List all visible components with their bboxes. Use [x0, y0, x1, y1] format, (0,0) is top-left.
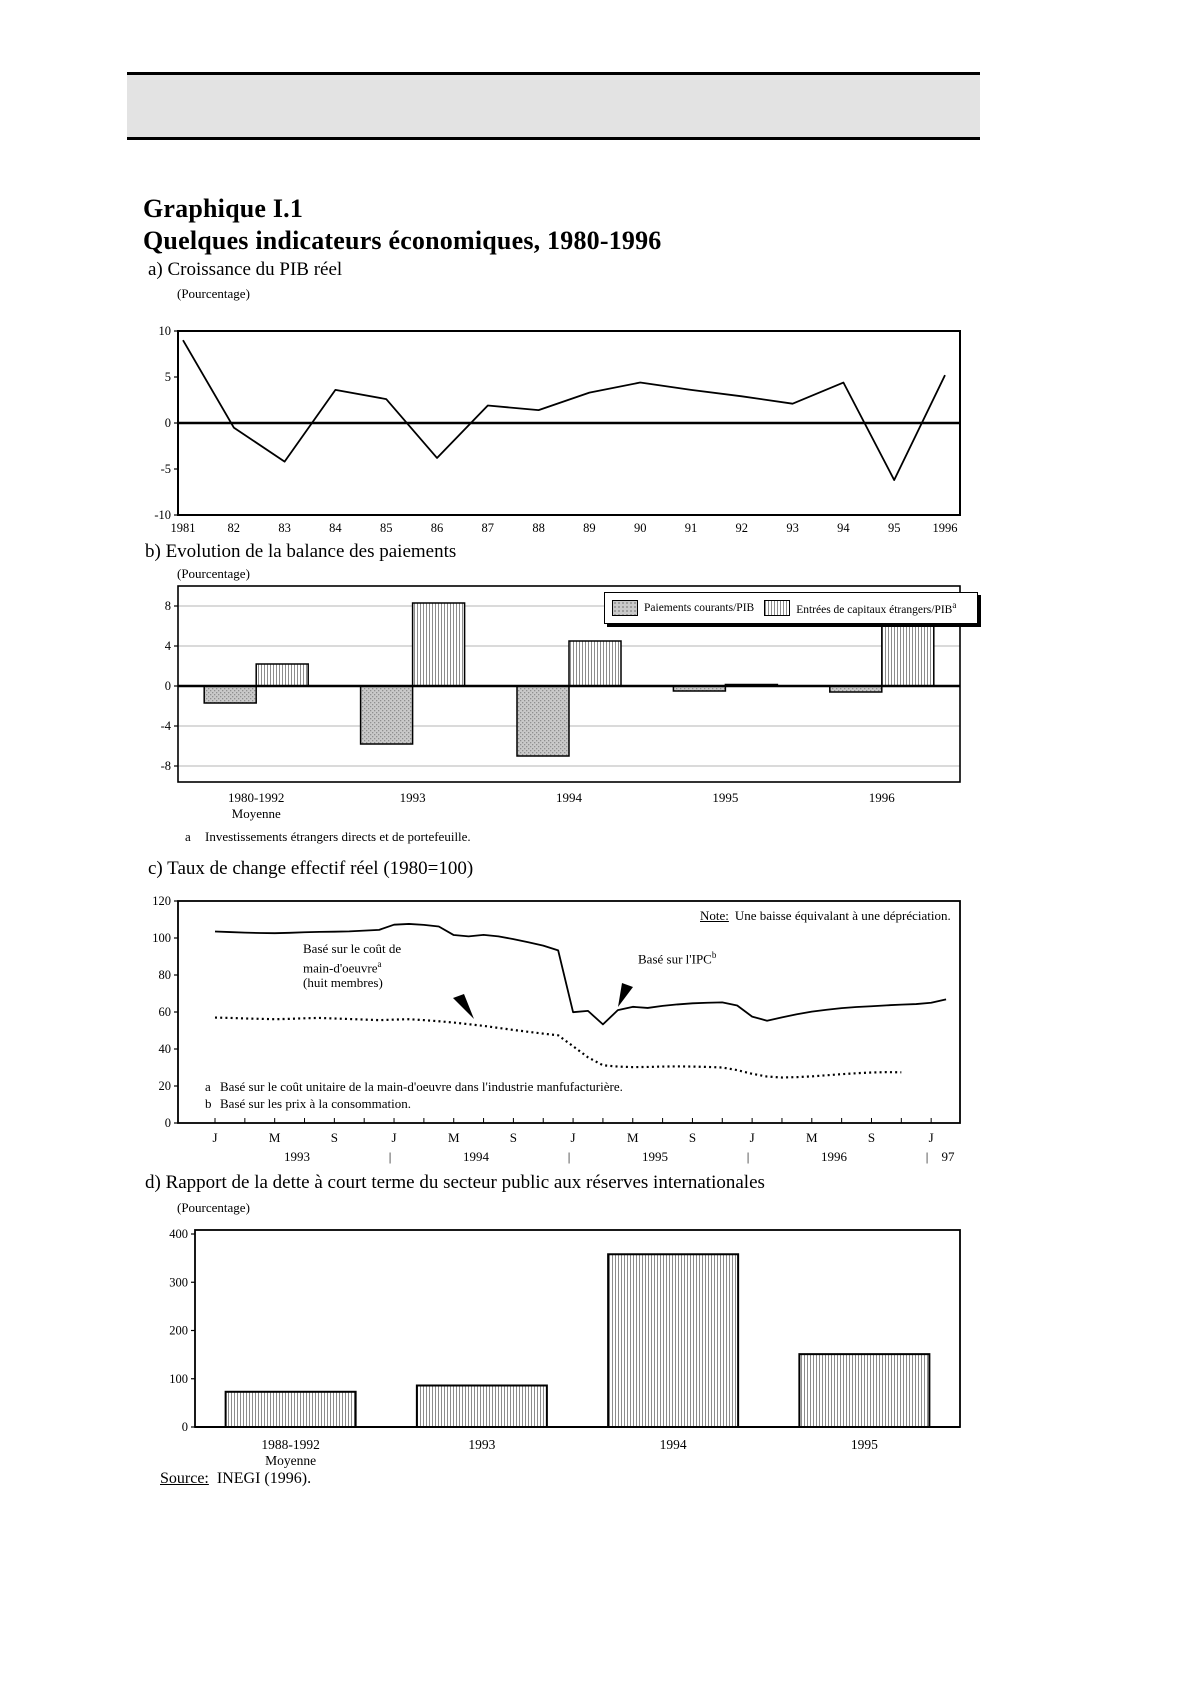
- y-tick-label: -10: [154, 508, 171, 522]
- x-tick-label: 89: [583, 521, 596, 535]
- month-label: J: [749, 1130, 755, 1145]
- x-tick-label: 90: [633, 521, 647, 535]
- y-tick-label: 120: [152, 894, 171, 908]
- footnote-marker: a: [205, 1079, 211, 1094]
- category-label: 1993: [468, 1437, 496, 1452]
- y-tick-label: 0: [164, 679, 171, 693]
- category-label: 1980-1992: [228, 790, 285, 805]
- labour-cost-annotation: [303, 941, 401, 991]
- bar-current-account: [361, 686, 413, 744]
- year-label: 1995: [642, 1149, 668, 1164]
- panel-b-footnote: [185, 829, 471, 845]
- month-label: S: [509, 1130, 518, 1145]
- month-label: J: [928, 1130, 934, 1145]
- panel-c-label: c) Taux de change effectif réel (1980=100): [148, 858, 474, 879]
- footnote-marker: a: [185, 829, 191, 844]
- panel-b-unit: (Pourcentage): [177, 566, 250, 581]
- legend-swatch-current-account: [612, 600, 638, 616]
- y-tick-label: 400: [169, 1227, 188, 1241]
- gdp-growth-chart: [150, 296, 980, 546]
- month-label: S: [688, 1130, 697, 1145]
- legend-label-capital-inflows: [796, 600, 956, 616]
- bar-debt-reserves: [799, 1354, 929, 1427]
- source-label: Source:: [160, 1470, 209, 1487]
- ipc-annotation: [638, 950, 716, 967]
- month-label: S: [330, 1130, 338, 1145]
- bar-capital-inflows: [882, 621, 934, 686]
- month-label: J: [391, 1130, 397, 1145]
- header-band: [127, 72, 980, 140]
- month-label: M: [447, 1130, 460, 1145]
- y-tick-label: 60: [158, 1005, 171, 1019]
- category-label: 1995: [850, 1437, 878, 1452]
- bar-capital-inflows: [569, 641, 621, 686]
- year-label: 1994: [463, 1149, 489, 1164]
- year-label: |: [925, 1149, 929, 1164]
- note-text: Une baisse équivalant à une dépréciation.: [734, 908, 951, 923]
- y-tick-label: -4: [160, 719, 171, 733]
- y-tick-label: 80: [158, 968, 171, 982]
- x-tick-label: 95: [887, 521, 901, 535]
- panel-b-label: b) Evolution de la balance des paiements: [145, 541, 457, 562]
- x-tick-label: 87: [481, 521, 495, 535]
- year-label: 97: [941, 1149, 955, 1164]
- y-tick-label: -5: [160, 462, 171, 476]
- y-tick-label: 100: [169, 1371, 188, 1386]
- x-tick-label: 93: [786, 521, 799, 535]
- footnote-text: Basé sur les prix à la consommation.: [220, 1096, 411, 1111]
- month-label: S: [867, 1130, 876, 1145]
- ipc-annotation-sup: b: [711, 950, 717, 960]
- labour-annotation-arrow: [453, 994, 474, 1019]
- gdp-growth-line: [183, 340, 945, 480]
- bar-current-account: [204, 686, 256, 703]
- footnote-text: Investissements étrangers directs et de portefeuille.: [205, 829, 471, 844]
- y-tick-label: -8: [160, 759, 171, 773]
- note-label: Note:: [700, 908, 729, 923]
- category-label: 1995: [712, 790, 739, 805]
- chart-c-note: [700, 908, 951, 924]
- panel-c-footnotes: [205, 1078, 623, 1112]
- x-tick-label: 82: [227, 521, 241, 535]
- y-tick-label: 0: [181, 1420, 188, 1434]
- month-label: M: [626, 1130, 639, 1145]
- legend-swatch-capital-inflows: [764, 600, 790, 616]
- footnote-a-row: [205, 1078, 623, 1095]
- bar-capital-inflows: [413, 603, 465, 686]
- labour-annotation-line3: (huit membres): [303, 975, 383, 991]
- y-tick-label: 100: [152, 931, 171, 945]
- category-label: Moyenne: [265, 1453, 317, 1468]
- ipc-annotation-text: Basé sur l'IPC: [638, 951, 712, 967]
- category-label: 1996: [868, 790, 895, 805]
- year-label: |: [746, 1149, 750, 1164]
- y-tick-label: 4: [164, 639, 171, 653]
- y-tick-label: 200: [169, 1323, 188, 1338]
- labour-cost-line: [215, 1018, 901, 1078]
- legend-footnote-marker: a: [952, 600, 957, 611]
- x-tick-label: 85: [379, 521, 393, 535]
- category-label: 1993: [399, 790, 426, 805]
- year-label: |: [388, 1149, 392, 1164]
- bar-current-account: [517, 686, 569, 756]
- x-tick-label: 94: [837, 521, 850, 535]
- x-tick-label: 84: [329, 521, 342, 535]
- month-label: M: [268, 1130, 281, 1145]
- y-tick-label: 40: [158, 1042, 171, 1056]
- panel-d-unit: (Pourcentage): [177, 1200, 250, 1215]
- x-tick-label: 1996: [932, 521, 958, 535]
- category-label: Moyenne: [231, 806, 281, 821]
- real-exchange-rate-chart: [150, 895, 980, 1185]
- panel-a-label: a) Croissance du PIB réel: [148, 259, 343, 280]
- labour-annotation-line2: main-d'oeuvre: [303, 959, 378, 975]
- year-label: |: [567, 1149, 571, 1164]
- footnote-b-row: [205, 1095, 623, 1112]
- figure-number: Graphique I.1: [143, 194, 304, 223]
- y-tick-label: 0: [164, 416, 171, 430]
- x-tick-label: 86: [430, 521, 444, 535]
- bar-capital-inflows: [256, 664, 308, 686]
- figure-title: Quelques indicateurs économiques, 1980-1996: [143, 226, 662, 255]
- source-text: INEGI (1996).: [216, 1470, 312, 1487]
- y-tick-label: 0: [164, 1116, 171, 1130]
- chart-b-legend: [604, 592, 978, 624]
- month-label: J: [212, 1130, 218, 1145]
- y-tick-label: 8: [164, 599, 171, 613]
- category-label: 1988-1992: [261, 1437, 320, 1452]
- month-label: M: [806, 1130, 818, 1145]
- legend-label-current-account: Paiements courants/PIB: [644, 602, 755, 614]
- x-tick-label: 83: [278, 521, 291, 535]
- bar-debt-reserves: [608, 1254, 738, 1427]
- x-tick-label: 1981: [170, 521, 196, 535]
- panel-a-unit: (Pourcentage): [177, 286, 250, 301]
- labour-annotation-line1: Basé sur le coût de: [303, 941, 402, 956]
- source-line: [160, 1470, 311, 1488]
- legend-label-capital-inflows-text: Entrées de capitaux étrangers/PIB: [796, 603, 953, 616]
- labour-annotation-sup: a: [377, 958, 382, 969]
- panel-d-label: d) Rapport de la dette à court terme du secteur public aux réserves internationales: [145, 1172, 765, 1193]
- category-label: 1994: [659, 1437, 687, 1452]
- y-tick-label: 10: [158, 324, 171, 338]
- y-tick-label: 20: [158, 1079, 171, 1093]
- y-tick-label: 300: [169, 1275, 188, 1290]
- bar-debt-reserves: [417, 1386, 547, 1427]
- month-label: J: [570, 1130, 576, 1145]
- year-label: 1993: [284, 1149, 310, 1164]
- x-tick-label: 91: [684, 521, 698, 535]
- footnote-text: Basé sur le coût unitaire de la main-d'oeuvre dans l'industrie manfufacturière.: [220, 1079, 623, 1094]
- x-tick-label: 92: [735, 521, 749, 535]
- bar-debt-reserves: [226, 1392, 356, 1427]
- footnote-marker: b: [205, 1096, 212, 1111]
- y-tick-label: 5: [164, 370, 171, 384]
- x-tick-label: 88: [532, 521, 545, 535]
- debt-reserves-chart: [150, 1222, 980, 1482]
- year-label: 1996: [821, 1149, 847, 1164]
- ipc-annotation-arrow: [618, 983, 633, 1007]
- category-label: 1994: [556, 790, 582, 805]
